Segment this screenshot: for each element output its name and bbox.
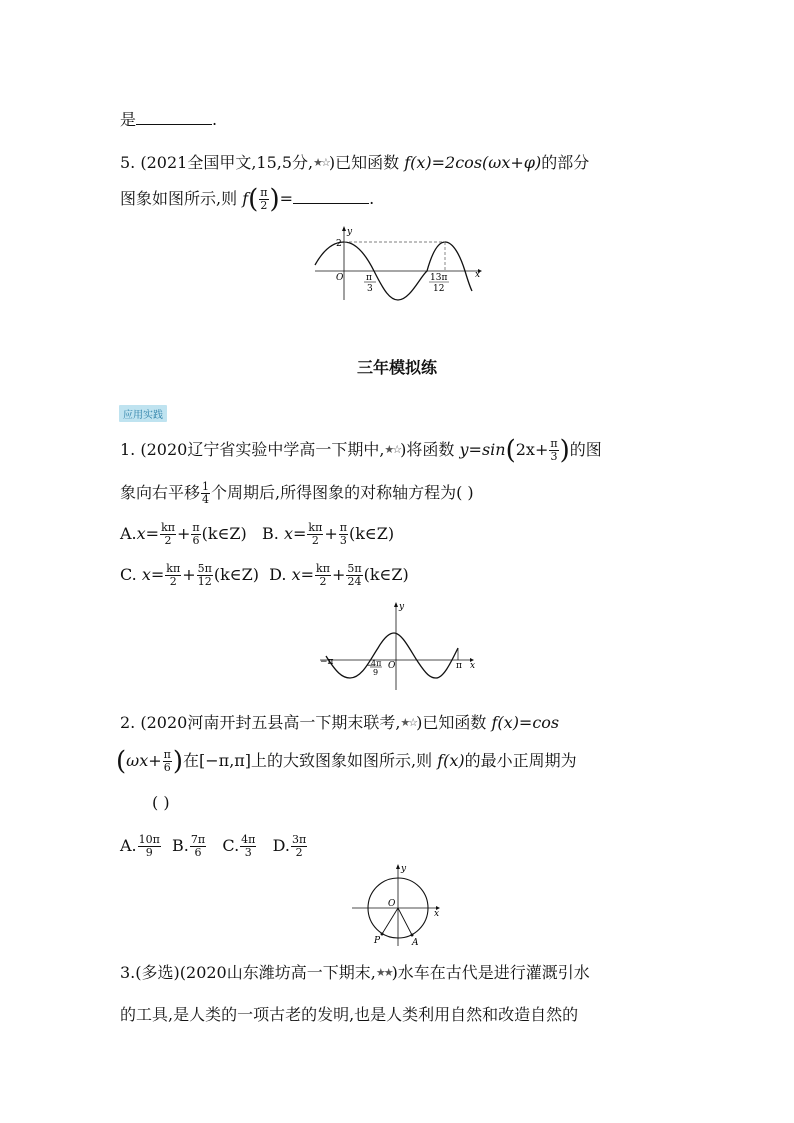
q1-func-fraction: [549, 438, 558, 463]
paren-left: (: [505, 435, 516, 466]
q2-function: f(x)=cos: [491, 713, 560, 732]
fraction: [197, 563, 213, 588]
option-post: (k∈Z): [201, 524, 247, 543]
den: 3: [339, 534, 347, 547]
num: 5π: [347, 562, 362, 575]
den: 9: [145, 846, 153, 859]
option-post: (k∈Z): [363, 565, 409, 584]
a-label: A: [412, 938, 419, 948]
q1-line2-rest: 个周期后,所得图象的对称轴方程为( ): [211, 483, 474, 502]
option-label: A.: [120, 524, 137, 543]
pi-label: π: [456, 661, 462, 671]
num: π: [192, 521, 200, 534]
q3-number: 3.: [120, 963, 136, 982]
num: kπ: [166, 562, 181, 575]
tick-sign: −: [366, 661, 374, 671]
den: 6: [163, 761, 171, 774]
x-tick1-den: 3: [367, 284, 373, 294]
q2-stem: )已知函数: [416, 713, 487, 732]
difficulty-stars-icon: ★☆: [384, 443, 401, 456]
tail-text: 是: [120, 110, 137, 129]
fraction: [160, 522, 176, 547]
q2-line2-text: 在[−π,π]上的大致图象如图所示,则: [183, 751, 433, 770]
q5-arg-num: π: [260, 186, 268, 199]
q5-line2-text: 图象如图所示,则: [120, 189, 238, 208]
q5-arg-fraction: [259, 187, 268, 212]
q1-option-c[interactable]: C. x= $\frac{k\pi}{2}$ + $\frac{5\pi}{12}$ (k∈Z): [120, 562, 259, 588]
q5-period: .: [369, 189, 375, 208]
q1-stem2: 的图: [569, 440, 602, 459]
q2-number: 2.: [120, 713, 136, 732]
fraction: [315, 563, 331, 588]
q2-line2-func: ωx+: [126, 751, 162, 770]
den: 2: [164, 534, 172, 547]
den: 2: [319, 575, 327, 588]
q5-answer-blank[interactable]: [293, 187, 369, 204]
num: 7π: [190, 833, 206, 846]
q5-cosine-graph: [310, 225, 485, 300]
q1-func-den: 3: [550, 450, 558, 463]
y-axis-arrow-icon: [342, 226, 346, 231]
q1-options-cd: [120, 563, 409, 588]
section-badge: 应用实践: [119, 405, 167, 422]
q1-line2-text: 象向右平移: [120, 483, 201, 502]
q2-line2: [116, 746, 577, 777]
q2-options: [120, 834, 308, 859]
q1-line1: [120, 435, 602, 466]
p-label: P: [374, 936, 381, 946]
q1-option-d[interactable]: D. x= $\frac{k\pi}{2}$ + $\frac{5\pi}{24}$ (k∈Z): [269, 562, 409, 588]
fraction: [191, 522, 200, 547]
radius-op: [382, 908, 398, 934]
q5-eq: =: [279, 189, 294, 208]
section-title: 三年模拟练: [356, 358, 437, 377]
y-label: y: [399, 602, 405, 612]
q2-option-a[interactable]: [120, 833, 162, 859]
q5-stem: )已知函数: [328, 153, 400, 172]
q5-line2: [120, 184, 375, 215]
q1-number: 1.: [120, 440, 136, 459]
fraction: [339, 522, 348, 547]
q2-func-fraction: [163, 749, 172, 774]
q3-stem: )水车在古代是进行灌溉引水: [391, 963, 590, 982]
q2-line2-end: 的最小正周期为: [464, 751, 577, 770]
q2-option-b[interactable]: [172, 833, 207, 859]
q5-source: (2021全国甲文,15,5分,: [140, 153, 314, 172]
x-label: x: [475, 270, 481, 280]
q1-func-b: 2x+: [515, 440, 549, 459]
q3-source: (2020山东潍坊高一下期末,: [179, 963, 376, 982]
y-tick-2: 2: [336, 239, 342, 249]
q3-line2: 的工具,是人类的一项古老的发明,也是人类利用自然和改造自然的: [120, 1005, 579, 1024]
y-axis-arrow-icon: [396, 864, 400, 869]
num: 4π: [241, 833, 256, 846]
x-tick2-den: 12: [433, 284, 445, 294]
prev-question-tail: [120, 107, 217, 130]
q1-option-a[interactable]: A.x= $\frac{k\pi}{2}$ + $\frac{\pi}{6}$ (k∈Z): [120, 521, 247, 547]
den: 12: [197, 575, 212, 588]
point-p: [381, 933, 384, 936]
fraction: [307, 522, 323, 547]
den: 6: [192, 534, 200, 547]
option-post: (k∈Z): [348, 524, 395, 543]
num: 3π: [292, 833, 307, 846]
option-label: C.: [222, 836, 240, 855]
fraction: [346, 563, 362, 588]
q5-stem2: 的部分: [541, 153, 590, 172]
option-label: B.: [172, 836, 189, 855]
paren-right: ): [559, 435, 570, 466]
option-pre: x=: [136, 524, 160, 543]
q1-shift-den: 4: [202, 493, 210, 506]
q2-cosine-graph: [318, 600, 478, 692]
q1-option-b[interactable]: B. x= $\frac{k\pi}{2}$ + $\frac{\pi}{3}$ (k∈Z): [262, 521, 395, 547]
option-label: C.: [120, 565, 137, 584]
y-label: y: [401, 864, 407, 874]
paren-left: (: [116, 746, 127, 777]
option-label: D.: [272, 836, 290, 855]
tick-num: 4π: [371, 659, 382, 668]
den: 24: [347, 575, 362, 588]
paren-left: (: [248, 184, 259, 215]
num: π: [163, 748, 171, 761]
origin-label: O: [388, 661, 396, 671]
q3-tag: (多选): [135, 963, 180, 982]
q1-shift-fraction: [201, 481, 210, 506]
den: 6: [194, 846, 202, 859]
option-label: B.: [262, 524, 279, 543]
fraction: [138, 834, 161, 859]
paren-right: ): [269, 184, 280, 215]
q2-option-d[interactable]: [272, 833, 309, 859]
q2-line2-fx: f(x): [437, 751, 465, 770]
fraction: [291, 834, 307, 859]
q5-f: f: [242, 189, 249, 208]
q2-source: (2020河南开封五县高一下期末联考,: [140, 713, 401, 732]
option-label: A.: [120, 836, 137, 855]
num: kπ: [308, 521, 323, 534]
q1-stem: )将函数: [400, 440, 455, 459]
num: kπ: [316, 562, 330, 575]
origin-label: O: [336, 273, 344, 283]
y-axis-arrow-icon: [394, 602, 398, 607]
num: 5π: [197, 562, 212, 575]
q5-function: f(x)=2cos(ωx+φ): [404, 153, 542, 172]
point-a: [411, 934, 414, 937]
option-post: (k∈Z): [213, 565, 259, 584]
q3-line1: [120, 960, 590, 983]
q2-line3: ( ): [152, 793, 170, 812]
q1-line2: [120, 480, 474, 506]
q5-arg-den: 2: [260, 199, 268, 212]
difficulty-stars-icon: ★★: [375, 966, 392, 979]
q5-line1: [120, 150, 589, 173]
option-pre: x=: [283, 524, 307, 543]
q2-option-c[interactable]: [222, 833, 257, 859]
option-pre: x=: [291, 565, 315, 584]
fraction: [190, 834, 206, 859]
fraction: [165, 563, 181, 588]
q2-line1: [120, 710, 559, 733]
tick-den: 9: [373, 668, 379, 677]
x-label: x: [434, 909, 440, 919]
q1-options-ab: [120, 522, 394, 547]
fraction: [240, 834, 256, 859]
answer-blank[interactable]: [136, 108, 212, 125]
den: 2: [311, 534, 319, 547]
q1-func-a: y=sin: [459, 440, 506, 459]
num: π: [339, 521, 347, 534]
num: 10π: [138, 833, 160, 846]
num: kπ: [161, 521, 175, 534]
x-tick2-num: 13π: [430, 273, 448, 283]
option-pre: x=: [141, 565, 165, 584]
origin-label: O: [388, 899, 396, 909]
q1-func-num: π: [550, 437, 558, 450]
tail-period: .: [212, 110, 218, 129]
radius-oa: [398, 908, 412, 935]
paren-right: ): [172, 746, 184, 777]
den: 2: [169, 575, 177, 588]
den: 3: [244, 846, 252, 859]
difficulty-stars-icon: ★☆: [313, 156, 329, 169]
x-label: x: [470, 661, 476, 671]
q3-circle-diagram: [350, 862, 445, 947]
x-tick1-num: π: [366, 273, 372, 283]
q1-shift-num: 1: [202, 480, 210, 493]
cosine-curve: [326, 633, 458, 678]
q1-source: (2020辽宁省实验中学高一下期中,: [140, 440, 385, 459]
neg-pi-label: −π: [320, 657, 334, 667]
difficulty-stars-icon: ★☆: [400, 716, 417, 729]
den: 2: [295, 846, 303, 859]
q5-number: 5.: [120, 153, 136, 172]
option-label: D.: [269, 565, 287, 584]
y-label: y: [347, 227, 353, 237]
